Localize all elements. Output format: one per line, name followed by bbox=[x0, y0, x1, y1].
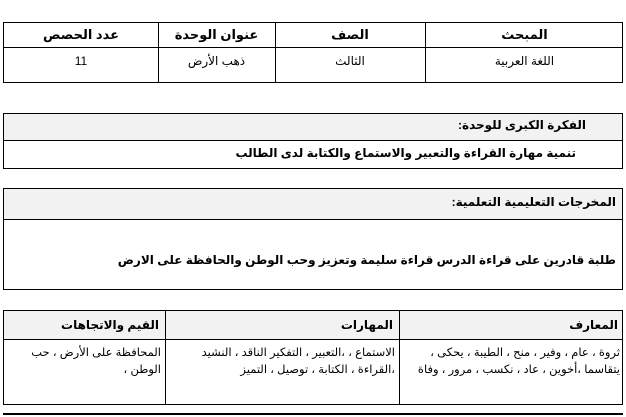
skills-header: المهارات bbox=[340, 318, 393, 332]
values-attitudes-header: القيم والاتجاهات bbox=[61, 318, 159, 332]
big-idea-divider bbox=[4, 140, 622, 141]
knowledge-skills-values-table bbox=[3, 310, 623, 405]
grade-value: الثالث bbox=[335, 54, 365, 68]
big-idea-section bbox=[3, 113, 623, 169]
subject-value: اللغة العربية bbox=[494, 54, 555, 68]
learning-outcomes-section bbox=[3, 188, 623, 290]
unit-info-table bbox=[3, 22, 623, 83]
values-attitudes-text: المحافظة على الأرض ، حب الوطن ، bbox=[31, 347, 161, 376]
learning-outcomes-title: المخرجات التعليمية التعلمية: bbox=[451, 195, 616, 209]
lessons-count-value: 11 bbox=[74, 54, 88, 68]
unit-title-value: ذهب الأرض bbox=[187, 54, 246, 68]
unit-title-header: عنوان الوحدة bbox=[174, 27, 259, 42]
learning-outcomes-divider bbox=[4, 219, 622, 220]
knowledge-text: ثروة ، عام ، وفير ، منح ، الطيبة ، يحكى ، يتقاسما ،أخوين ، عاد ، نكسب ، مرور ، وفاة bbox=[417, 347, 620, 376]
big-idea-text: تنمية مهارة القراءة والتعبير والاستماع والكتابة لدى الطالب bbox=[235, 146, 576, 160]
big-idea-title: الفكرة الكبرى للوحدة: bbox=[458, 118, 586, 132]
subject-header: المبحث bbox=[501, 27, 548, 42]
grade-header: الصف bbox=[331, 27, 369, 42]
details-header-divider bbox=[4, 339, 622, 340]
learning-outcomes-text: طلبة قادرين على قراءة الدرس قراءة سليمة وتعزيز وحب الوطن والحافظة على الارض bbox=[117, 253, 616, 267]
skills-text: الاستماع ، ،التعبير ، التفكير الناقد ، النشيد ،القراءة ، الكتابة ، توصيل ، التميز bbox=[201, 347, 395, 376]
lessons-count-header: عدد الحصص bbox=[43, 27, 119, 42]
knowledge-header: المعارف bbox=[569, 318, 618, 332]
page-bottom-rule bbox=[3, 413, 623, 415]
